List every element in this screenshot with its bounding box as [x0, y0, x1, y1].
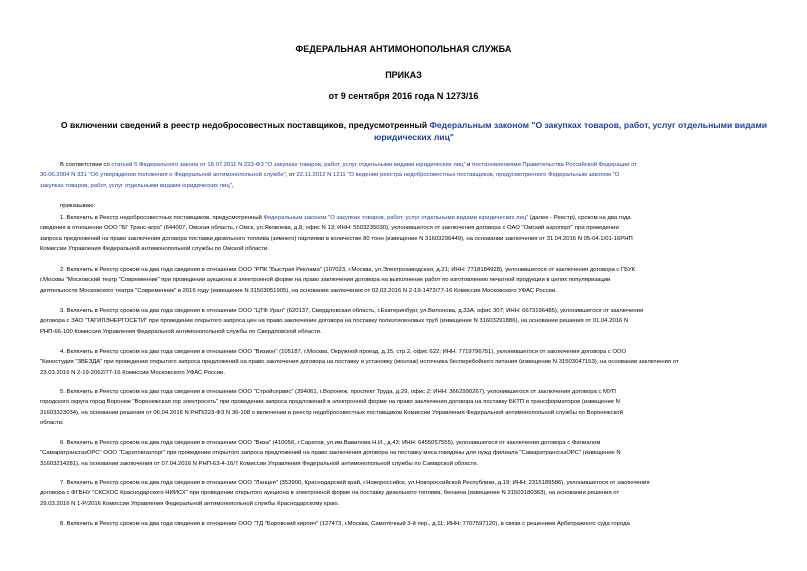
- item-7-line-2: договора с ФГБНУ "СКСХОС Краснодарского НИИСХ" при проведении открытого аукциона в электронной форме на поставку дизельного топлива, бензина (извещение N 31503180363), на основании решения от: [40, 490, 620, 497]
- item-1-line-2: сведения в отношении ООО "БГ Транс-агро" (644007, Омская область, г.Омск, ул.Яковлева, д.8, офис N 13; ИНН: 5503235030), уклонившегося от заключения договора с ОАО "Омский аэропорт" при проведении: [40, 225, 619, 232]
- text-span: и: [465, 162, 473, 168]
- item-4-line-2: "Киностудия "ЗВЕЗДА" при проведении открытого запроса предложений на право заключения договора на поставку и установку (монтаж) источника бесперебойного питания (извещение N 31503047153), на основании заключения от: [40, 359, 679, 366]
- text-span: , от: [285, 172, 297, 179]
- item-3-line-3: РНП-66-100 Комиссии Управления Федеральной антимонопольной службы по Свердловской области.: [40, 328, 322, 335]
- item-2-line-1: 2. Включить в Реестр сроком на два года сведения в отношении ООО "РПК "Быстрая Реклама" (107023, г.Москва, ул.Электрозаводская, д.21; ИНН: 7718184928), уклонившегося от заключения договора с ГБУК: [60, 267, 636, 273]
- item-2-line-2: г.Москвы "Московский театр "Современник" при проведении аукциона в электронной форме на право заключения договора на выполнение работ по изготовлению печатной продукции в целях популяризации: [40, 277, 611, 284]
- item-1-paragraph: [40, 213, 780, 255]
- preamble-line-2: [40, 170, 780, 180]
- item-6-line-2: "СамаратрансгазОРС" ООО "Саратовгазторг" при проведении открытого запроса предложений на право заключения договора на поставку мяса говядины для нужд филиала "СамаратрансгазОРС" (извещение N: [40, 450, 621, 457]
- item-5-line-4: области.: [40, 420, 64, 427]
- text-span: ,: [231, 182, 234, 189]
- preamble-line-3: [40, 181, 780, 191]
- item-1-line-4: Комиссии Управления Федеральной антимонопольной службы по Омской области.: [40, 246, 269, 253]
- order-word: приказываю:: [60, 203, 96, 209]
- preamble-line-1: [40, 160, 780, 170]
- government-resolutions-link[interactable]: постановлениями Правительства Российской Федерации от: [472, 162, 637, 168]
- item-2-line-3: деятельности Московского театра "Современник" в 2016 году (извещение N 31503051905), на основании заключения от 02.03.2016 N 2-19-1473/77-16 Комиссии Московского УФАС России.: [40, 287, 557, 294]
- item-1-line-3: запроса предложений на право заключения договора поставки дизельного топлива (зимнего) партиями в количестве 80 тонн (извещение N 31603296449), на основании заключения от 31.04.2016 N 05-04.1/01-16РНП: [40, 235, 633, 242]
- item-6-line-3: 31603214281), на основании заключения от 07.04.2016 N РНП-63-4-16/7 Комиссии Управления Федеральной антимонопольной службы по Самарской области.: [40, 460, 479, 467]
- title-prefix: О включении сведений в реестр недобросовестных поставщиков, предусмотренный: [60, 120, 430, 130]
- item-4-paragraph: [40, 347, 780, 378]
- item-7-line-3: 29.03.2016 N 1-Р/2016 Комиссии Управления Федеральной антимонопольной службы Краснодарскому краю.: [40, 500, 340, 507]
- item-4-line-3: 23.03.2016 N 2-19-2062/77-16 Комиссии Московского УФАС России.: [40, 369, 225, 376]
- doc-type-heading: ПРИКАЗ: [385, 70, 422, 80]
- title-law-link[interactable]: Федеральным законом "О закупках товаров, работ, услуг отдельными видами юридических лиц": [374, 120, 768, 142]
- item-5-line-2: городского округа город Воронеж "Воронежская гор электросеть" при проведении запроса предложений в электронной форме на право заключения договора на поставку БКТП и трансформаторов (извещение N: [40, 399, 620, 406]
- item-3-paragraph: [40, 306, 780, 337]
- order-word-paragraph: [40, 201, 780, 211]
- item-5-paragraph: [40, 387, 780, 429]
- document-title: [34, 119, 794, 143]
- item-8-paragraph: [40, 519, 780, 529]
- item-6-line-1: 6. Включить в Реестр сроком на два года сведения в отношении ООО "Виза" (410056, г.Саратов, ул.им.Вавилова Н.И., д.43; ИНН: 6455057555), уклонившегося от заключения договора с Филиалом: [60, 440, 601, 446]
- item-5-line-3: 31603323034), на основании решения от 06.04.2016 N РНП/223-ФЗ N 36-108 о включении в реестр недобросовестных поставщиков Комиссии Управления Федеральной антимонопольной службы по Воронежской: [40, 409, 623, 416]
- item-7-paragraph: [40, 478, 780, 509]
- item-4-line-1: 4. Включить в Реестр сроком на два года сведения в отношении ООО "Визион" (105187, г.Москва, Окружной проезд, д.15, стр.2, офис 622; ИНН: 7719796751), уклонившегося от заключения договора с ООО: [60, 349, 627, 355]
- federal-law-link[interactable]: Федеральным законом "О закупках товаров, работ, услуг отдельными видами юридических лиц": [263, 215, 529, 221]
- text-span: 1. Включить в Реестр недобросовестных поставщиков, предусмотренный: [60, 215, 264, 221]
- text-span: В соответствии со: [60, 162, 112, 168]
- law-title-link[interactable]: закупках товаров, работ, услуг отдельными видами юридических лиц": [40, 182, 232, 189]
- resolution-1211-link[interactable]: 22.11.2012 N 1211 "О ведении реестра недобросовестных поставщиков, предусмотренного Федеральным законом "О: [296, 172, 620, 179]
- item-2-paragraph: [40, 265, 780, 296]
- item-3-line-2: договора с ЗАО "ТАГИЛЭНЕРГОСЕТИ" при проведении открытого запроса цен на право заключение договора на поставку полиэтиленовых труб (извещение N 31603291886), на основании решения от 01.04.2016 N: [40, 318, 629, 325]
- item-5-line-1: 5. Включить в Реестр сроком на два года сведения в отношении ООО "Стройсервис" (394061, г.Воронеж, проспект Труда, д.29, офис 2; ИНН: 3662990267), уклонившегося от заключения договора с МУП: [60, 389, 616, 395]
- agency-heading: ФЕДЕРАЛЬНАЯ АНТИМОНОПОЛЬНАЯ СЛУЖБА: [295, 44, 512, 54]
- item-3-line-1: 3. Включить в Реестр сроком на два года сведения в отношении ООО "ЦТФ Урал" (620137, Свердловская область, г.Екатеринбург, ул.Вилонова, д.33А, офис 307; ИНН: 6673196485), уклонившегося от заключения: [60, 308, 644, 314]
- item-6-paragraph: [40, 438, 780, 469]
- item-8-line-1: 8. Включить в Реестр сроком на два года сведения в отношении ООО "ТД "Боровский кирпич" (127473, г.Москва, Самотёчный 3-й пер., д.11; ИНН: 7707597120), в связи с решением Арбитражного суда города: [60, 521, 630, 527]
- item-1-line-1: [40, 213, 780, 223]
- law-article-link[interactable]: статьей 5 Федерального закона от 18.07.2011 N 223-ФЗ "О закупках товаров, работ, услуг отдельными видами юридических лиц": [111, 162, 466, 168]
- resolution-331-link[interactable]: 30.06.2004 N 331 "Об утверждении положения о Федеральной антимонопольной службе": [40, 172, 286, 179]
- date-number-heading: от 9 сентября 2016 года N 1273/16: [328, 91, 479, 101]
- item-7-line-1: 7. Включить в Реестр сроком на два года сведения в отношении ООО "Ланцея" (353900, Краснодарский край, г.Новороссийск, ул.Новороссийской Республики, д.19; ИНН: 2315189586), уклонившегося от заключения: [60, 480, 650, 486]
- text-span: (далее - Реестр), сроком на два года: [528, 215, 631, 221]
- preamble-paragraph: [40, 160, 780, 191]
